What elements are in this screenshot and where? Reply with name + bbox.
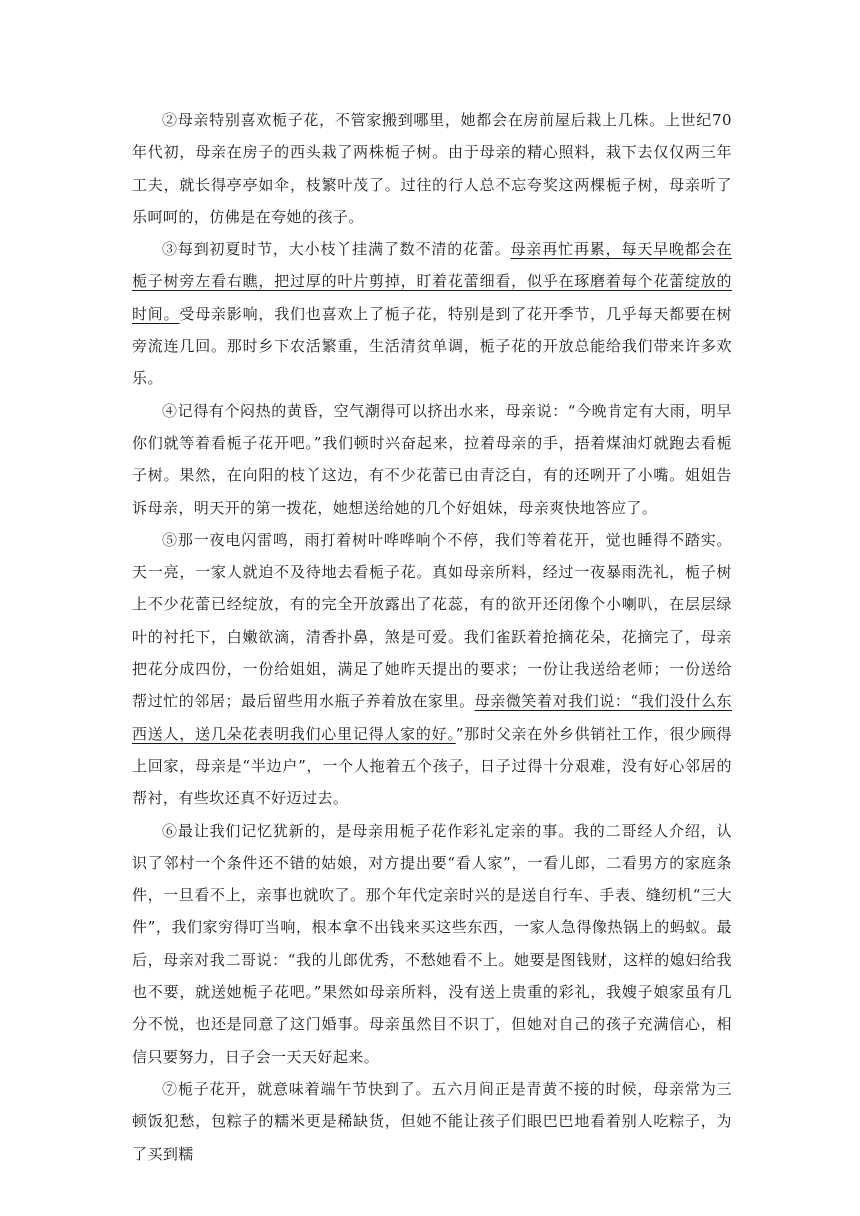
paragraph-5-underlined-sentence: 母亲微笑着对我们说：“我们没什么东西送人，送几朵花表明我们心里记得人家的好。 (132, 692, 732, 743)
article-body (132, 104, 732, 1170)
paragraph-5 (132, 524, 732, 815)
paragraph-2 (132, 104, 732, 233)
paragraph-3-underlined-sentence: 母亲再忙再累，每天早晚都会在栀子树旁左看右瞧，把过厚的叶片剪掉，盯着花蕾细看，似乎在琢磨着每个花蕾绽放的时间。 (132, 240, 732, 323)
paragraph-3-text-b: 受母亲影响，我们也喜欢上了栀子花，特别是到了花开季节，几乎每天都要在树旁流连几回。那时乡下农活繁重，生活清贫单调，栀子花的开放总能给我们带来许多欢乐。 (132, 304, 732, 388)
paragraph-5-text-b: ”那时父亲在外乡供销社工作，很少顾得上回家，母亲是“半边户”，一个人拖着五个孩子，日子过得十分艰难，没有好心邻居的帮衬，有些坎还真不好迈过去。 (132, 724, 732, 808)
paragraph-7 (132, 1073, 732, 1170)
paragraph-6 (132, 815, 732, 1073)
paragraph-4-text: ④记得有个闷热的黄昏，空气潮得可以挤出水来，母亲说：“今晚肯定有大雨，明早你们就等着看栀子花开吧。”我们顿时兴奋起来，拉着母亲的手，捂着煤油灯就跑去看栀子树。果然，在向阳的枝丫这边，有不少花蕾已由青泛白，有的还咧开了小嘴。姐姐告诉母亲，明天开的第一拨花，她想送给她的几个好姐妹，母亲爽快地答应了。 (132, 401, 732, 517)
paragraph-2-text: ②母亲特别喜欢栀子花，不管家搬到哪里，她都会在房前屋后栽上几株。上世纪70年代初，母亲在房子的西头栽了两株栀子树。由于母亲的精心照料，栽下去仅仅两三年工夫，就长得亭亭如伞，枝繁叶茂了。过往的行人总不忘夸奖这两棵栀子树，母亲听了乐呵呵的，仿佛是在夸她的孩子。 (132, 111, 732, 226)
paragraph-3 (132, 233, 732, 394)
paragraph-6-text: ⑥最让我们记忆犹新的，是母亲用栀子花作彩礼定亲的事。我的二哥经人介绍，认识了邻村一个条件还不错的姑娘，对方提出要“看人家”，一看儿郎，二看男方的家庭条件，一旦看不上，亲事也就吹了。那个年代定亲时兴的是送自行车、手表、缝纫机“三大件”，我们家穷得叮当响，根本拿不出钱来买这些东西，一家人急得像热锅上的蚂蚁。最后，母亲对我二哥说：“我的儿郎优秀，不愁她看不上。她要是图钱财，这样的媳妇给我也不要，就送她栀子花吧。”果然如母亲所料，没有送上贵重的彩礼，我嫂子娘家虽有几分不悦，也还是同意了这门婚事。母亲虽然目不识丁，但她对自己的孩子充满信心，相信只要努力，日子会一天天好起来。 (132, 821, 732, 1066)
paragraph-5-text-a: ⑤那一夜电闪雷鸣，雨打着树叶哗哗响个不停，我们等着花开，觉也睡得不踏实。天一亮，一家人就迫不及待地去看栀子花。真如母亲所料，经过一夜暴雨洗礼，栀子树上不少花蕾已经绽放，有的完全开放露出了花蕊，有的欲开还闭像个小喇叭，在层层绿叶的衬托下，白嫩欲滴，清香扑鼻，煞是可爱。我们雀跃着抢摘花朵，花摘完了，母亲把花分成四份，一份给姐姐，满足了她昨天提出的要求；一份让我送给老师；一份送给帮过忙的邻居；最后留些用水瓶子养着放在家里。 (132, 530, 732, 711)
paragraph-4 (132, 395, 732, 524)
paragraph-3-text-a: ③每到初夏时节，大小枝丫挂满了数不清的花蕾。 (162, 240, 511, 259)
paragraph-7-text: ⑦栀子花开，就意味着端午节快到了。五六月间正是青黄不接的时候，母亲常为三顿饭犯愁，包粽子的糯米更是稀缺货，但她不能让孩子们眼巴巴地看着别人吃粽子，为了买到糯 (132, 1079, 732, 1163)
